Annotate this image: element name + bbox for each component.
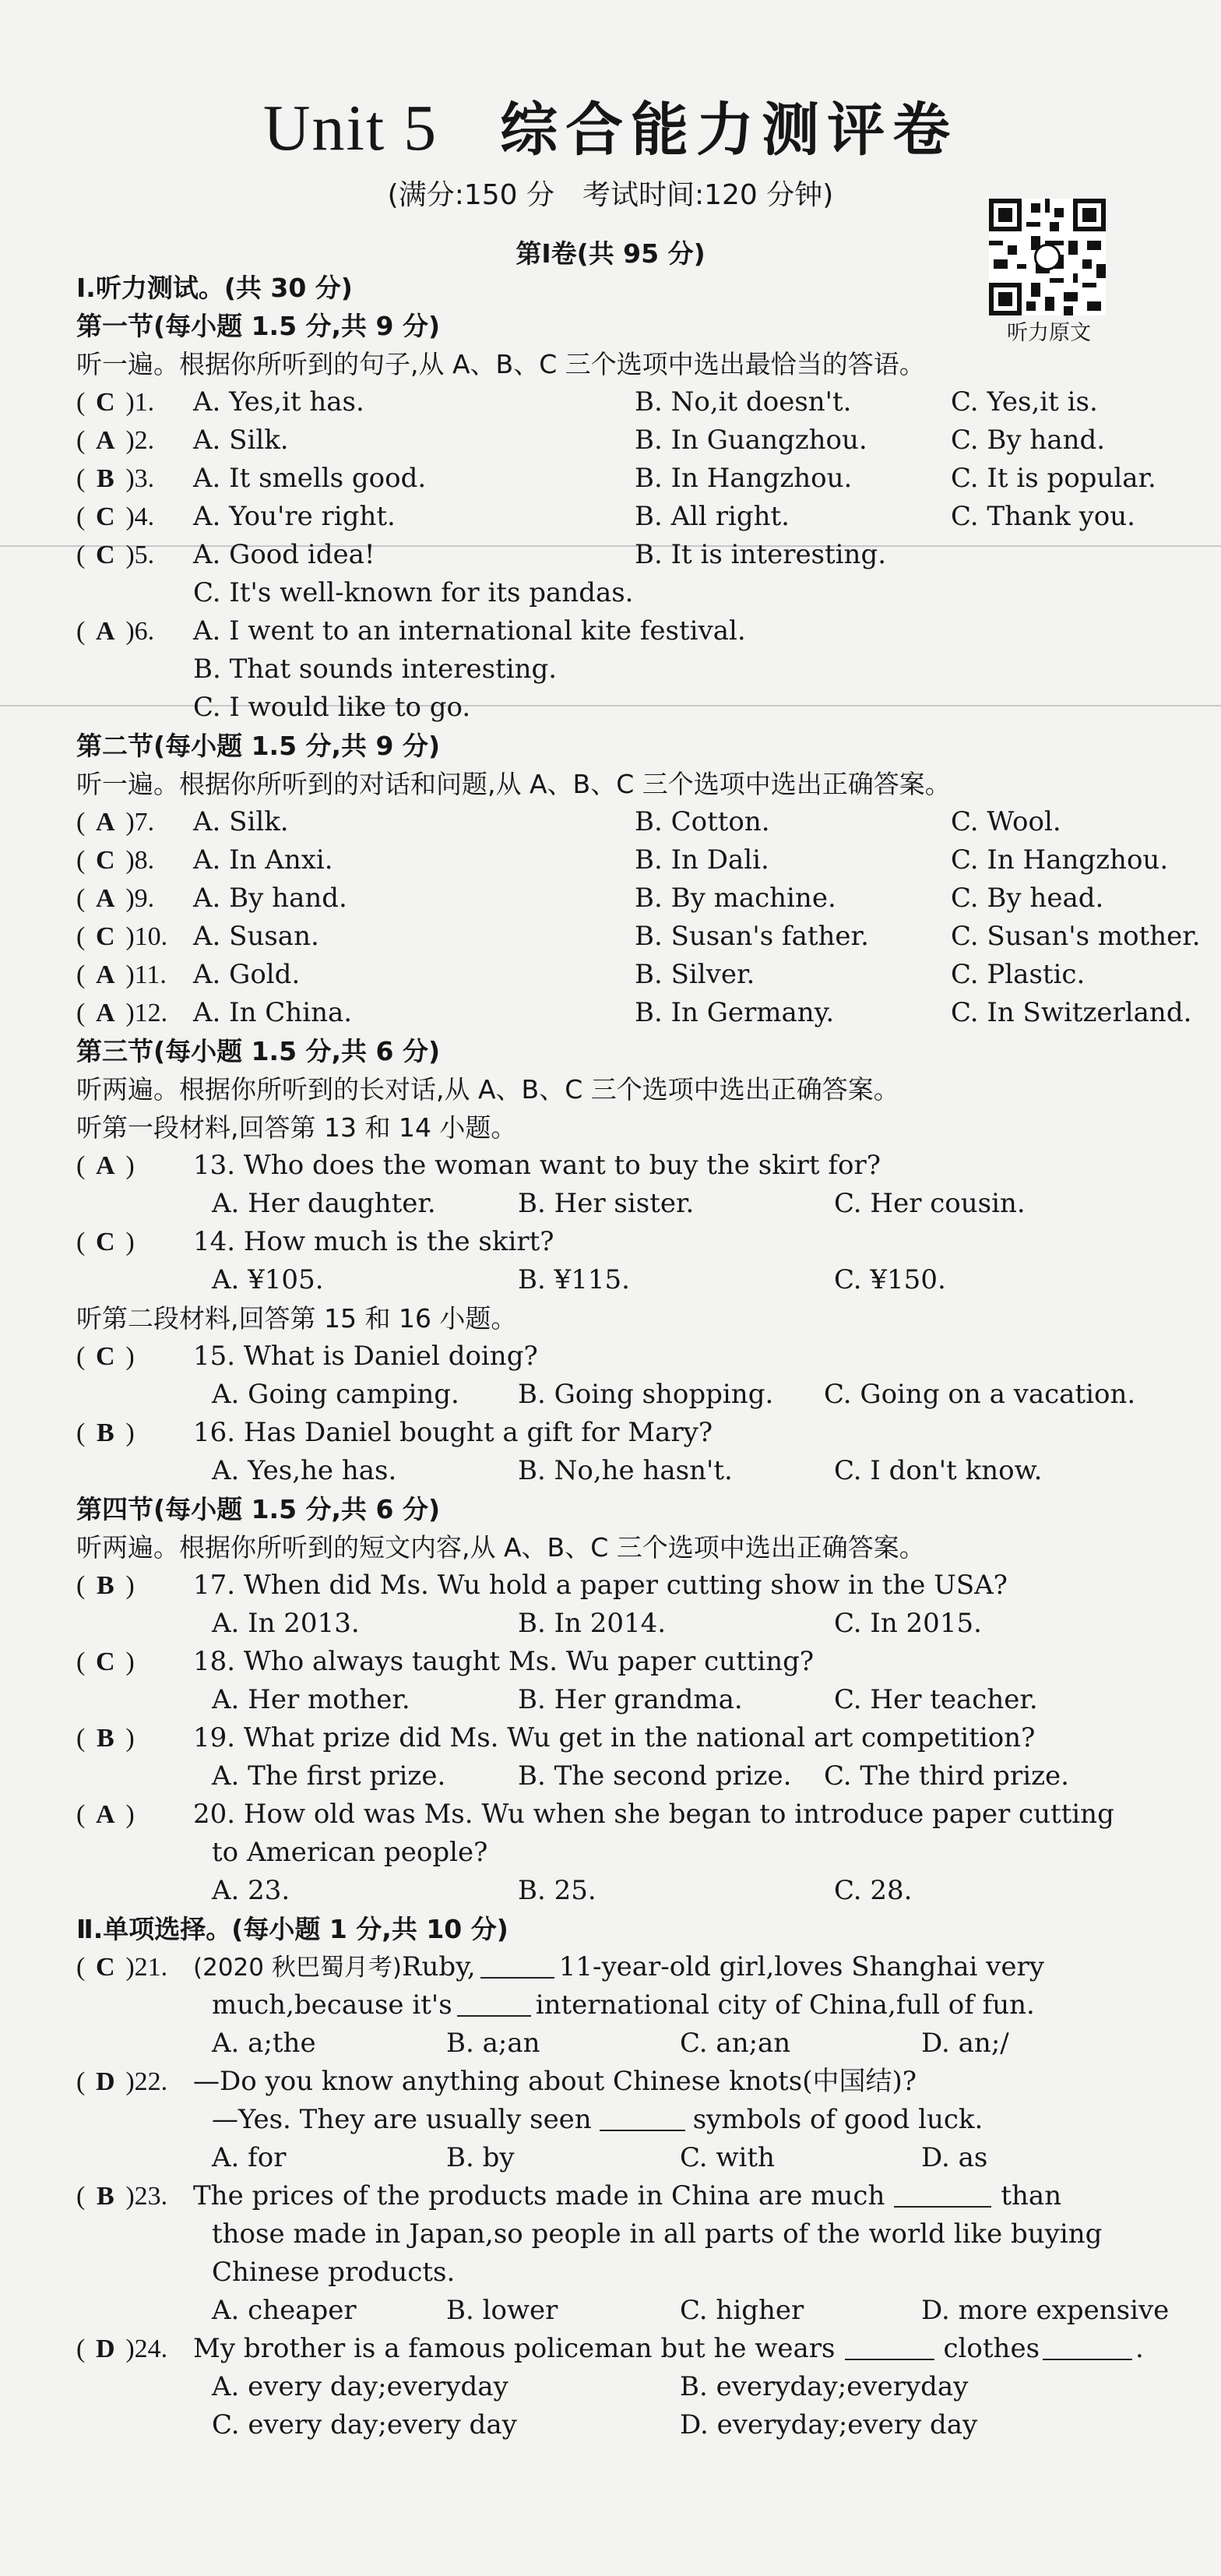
answer-blank[interactable] [600,2103,685,2131]
option-a[interactable]: A. It smells good. [193,463,427,494]
answer-slot[interactable]: ( C ) [76,1647,135,1676]
option-a[interactable]: A. I went to an international kite festival. [193,615,746,647]
part-title: 第Ⅰ卷(共 95 分) [515,238,706,269]
option-b[interactable]: B. Cotton. [635,806,770,837]
option-b[interactable]: B. a;an [446,2028,540,2059]
options-row [76,1605,1182,1643]
question-list [76,269,1201,2444]
option-c[interactable]: C. By hand. [951,425,1106,456]
option-c[interactable]: C. with [680,2142,775,2173]
material-note: 听第二段材料,回答第 15 和 16 小题。 [76,1303,517,1334]
option-b[interactable]: B. Her grandma. [518,1684,743,1715]
option-a[interactable]: A. In China. [193,997,353,1028]
option-b[interactable]: B. Her sister. [518,1188,695,1219]
question-row [76,498,1182,536]
option-d[interactable]: D. an;/ [921,2028,1009,2059]
option-a[interactable]: A. Silk. [193,806,289,837]
answer-slot[interactable]: ( A )6. [76,617,155,646]
option-b[interactable]: B. All right. [635,501,790,532]
option-b[interactable]: B. everyday;everyday [680,2371,969,2402]
question-row [76,841,1182,879]
qr-caption: 听力原文 [1007,321,1091,345]
options-row [76,1185,1182,1223]
option-c[interactable]: C. In 2015. [834,1608,982,1639]
option-c[interactable]: C. Her teacher. [834,1684,1038,1715]
option-a[interactable]: A. every day;everyday [212,2371,508,2402]
option-c[interactable]: C. ¥150. [834,1264,946,1295]
answer-slot[interactable]: ( C )21. [76,1953,168,1982]
question-row [76,460,1182,498]
answer-blank[interactable] [457,1989,531,2017]
option-b[interactable]: B. lower [446,2295,558,2326]
question-row [76,1948,1182,1986]
options-row [76,2025,1182,2063]
answer-slot[interactable]: ( D )24. [76,2335,168,2363]
section-heading: Ⅰ.听力测试。(共 30 分) [76,273,353,303]
option-b[interactable]: B. In 2014. [518,1608,667,1639]
unit-label: Unit 5 [262,92,438,164]
option-c[interactable]: C. Thank you. [951,501,1135,532]
answer-slot[interactable]: ( C )10. [76,922,168,951]
option-a[interactable]: A. By hand. [193,883,347,914]
subsection-heading: 第一节(每小题 1.5 分,共 9 分) [76,311,441,341]
option-c[interactable]: C. It is popular. [951,463,1156,494]
question-row [76,383,1182,421]
question-stem: 15. What is Daniel doing? [193,1341,538,1372]
option-c[interactable]: C. In Switzerland. [951,997,1192,1028]
answer-blank[interactable] [480,1951,554,1979]
option-c[interactable]: C. Her cousin. [834,1188,1026,1219]
question-stem: 20. How old was Ms. Wu when she began to introduce paper cutting [193,1799,1114,1830]
option-a[interactable]: A. 23. [212,1875,290,1906]
answer-slot[interactable]: ( C )8. [76,846,155,875]
options-row [76,1681,1182,1719]
option-c[interactable]: C. By head. [951,883,1104,914]
options-row [76,2292,1182,2330]
material-note: 听第一段材料,回答第 13 和 14 小题。 [76,1112,517,1143]
option-b[interactable]: B. No,it doesn't. [635,386,852,418]
answer-slot[interactable]: ( C )5. [76,541,155,569]
answer-slot[interactable]: ( C )4. [76,502,155,531]
question-row [76,1414,1182,1452]
question-stem: 14. How much is the skirt? [193,1226,554,1257]
page-title [0,84,1221,167]
answer-blank[interactable] [1043,2332,1132,2360]
question-stem-cont: Chinese products. [212,2257,456,2288]
option-b[interactable]: B. By machine. [635,883,836,914]
question-stem-cont: those made in Japan,so people in all parts of the world like buying [212,2218,1103,2250]
option-c[interactable]: C. an;an [680,2028,791,2059]
option-d[interactable]: D. as [921,2142,988,2173]
question-row [76,2330,1182,2368]
question-row [76,994,1192,1032]
question-stem: 17. When did Ms. Wu hold a paper cutting show in the USA? [193,1570,1008,1601]
question-row [76,1147,1182,1185]
answer-slot[interactable]: ( B ) [76,1724,135,1753]
option-b[interactable]: B. The second prize. [518,1760,792,1792]
option-b[interactable]: B. ¥115. [518,1264,630,1295]
question-row [76,1566,1182,1605]
option-a[interactable]: A. Good idea! [193,539,375,570]
options-row [76,1261,1182,1299]
instruction: 听两遍。根据你所听到的长对话,从 A、B、C 三个选项中选出正确答案。 [76,1074,899,1105]
answer-slot[interactable]: ( B )3. [76,464,155,493]
answer-slot[interactable]: ( C ) [76,1228,135,1256]
question-stem: 13. Who does the woman want to buy the skirt for? [193,1150,881,1181]
instruction: 听一遍。根据你所听到的句子,从 A、B、C 三个选项中选出最恰当的答语。 [76,349,925,379]
option-a[interactable]: A. Yes,he has. [212,1455,397,1486]
option-a[interactable]: A. Susan. [193,921,319,952]
answer-slot[interactable]: ( C ) [76,1342,135,1371]
question-stem: (2020 秋巴蜀月考)Ruby, 11-year-old girl,loves Shanghai very [193,1951,1044,1982]
option-c[interactable]: C. higher [680,2295,804,2326]
section-heading: Ⅱ.单项选择。(每小题 1 分,共 10 分) [76,1914,508,1944]
subsection-heading: 第三节(每小题 1.5 分,共 6 分) [76,1036,441,1066]
answer-slot[interactable]: ( A )2. [76,426,155,455]
option-d[interactable]: D. everyday;every day [680,2409,978,2440]
question-stem-cont: to American people? [212,1837,488,1868]
option-c[interactable]: C. Plastic. [951,959,1086,990]
option-a[interactable]: A. Gold. [193,959,301,990]
source-note: (2020 秋巴蜀月考) [193,1954,402,1982]
question-stem-cont: much,because it's international city of China,full of fun. [212,1989,1035,2021]
question-stem-cont: —Yes. They are usually seen symbols of good luck. [212,2104,983,2135]
option-c[interactable]: C. 28. [834,1875,913,1906]
instruction: 听两遍。根据你所听到的短文内容,从 A、B、C 三个选项中选出正确答案。 [76,1532,925,1563]
answer-blank[interactable] [845,2332,934,2360]
option-c[interactable]: C. It's well-known for its pandas. [193,577,634,608]
option-a[interactable]: A. Going camping. [212,1379,459,1410]
option-a[interactable]: A. In 2013. [212,1608,360,1639]
option-b[interactable]: B. No,he hasn't. [518,1455,733,1486]
title-zh: 综合能力测评卷 [500,97,959,164]
options-row [76,1757,1182,1795]
option-b[interactable]: B. Silver. [635,959,755,990]
option-b[interactable]: B. by [446,2142,515,2173]
option-a[interactable]: A. Her mother. [212,1684,410,1715]
option-b[interactable]: B. Susan's father. [635,921,869,952]
option-c[interactable]: C. I would like to go. [193,692,471,723]
question-row [76,1719,1182,1757]
answer-slot[interactable]: ( A ) [76,1800,135,1829]
question-stem: 19. What prize did Ms. Wu get in the national art competition? [193,1722,1036,1753]
question-stem: The prices of the products made in China are much than [193,2180,1062,2211]
option-b[interactable]: B. That sounds interesting. [193,654,558,685]
question-stem: —Do you know anything about Chinese knots(中国结)? [193,2066,917,2097]
question-row [76,918,1201,956]
option-c[interactable]: C. Yes,it is. [951,386,1098,418]
option-d[interactable]: D. more expensive [921,2295,1170,2326]
option-b[interactable]: B. In Hangzhou. [635,463,853,494]
option-a[interactable]: A. cheaper [212,2295,357,2326]
option-b[interactable]: B. In Guangzhou. [635,425,867,456]
option-c[interactable]: C. Going on a vacation. [824,1379,1136,1410]
question-row [76,803,1182,841]
question-stem: My brother is a famous policeman but he wears clothes . [193,2333,1144,2364]
answer-slot[interactable]: ( A )11. [76,960,167,989]
question-row [76,612,1182,650]
option-a[interactable]: A. ¥105. [212,1264,324,1295]
question-row [76,956,1182,994]
options-row [76,1452,1182,1490]
question-row [76,1643,1182,1681]
option-b[interactable]: B. It is interesting. [635,539,887,570]
option-a[interactable]: A. Silk. [193,425,289,456]
answer-slot[interactable]: ( A )9. [76,884,155,913]
question-row [76,1223,1182,1261]
option-a[interactable]: A. Her daughter. [212,1188,436,1219]
option-c[interactable]: C. I don't know. [834,1455,1043,1486]
question-row [76,1795,1182,1834]
option-a[interactable]: A. a;the [212,2028,316,2059]
option-a[interactable]: A. Yes,it has. [193,386,364,418]
option-b[interactable]: B. Going shopping. [518,1379,774,1410]
option-c[interactable]: C. Wool. [951,806,1061,837]
answer-slot[interactable]: ( D )22. [76,2067,168,2096]
question-row [76,2063,1182,2101]
subsection-heading: 第二节(每小题 1.5 分,共 9 分) [76,731,441,761]
question-row [76,879,1182,918]
options-row [76,2406,1182,2444]
question-row [76,1337,1182,1376]
option-b[interactable]: B. In Germany. [635,997,835,1028]
option-c[interactable]: C. every day;every day [212,2409,517,2440]
question-row [76,421,1182,460]
answer-slot[interactable]: ( C )1. [76,388,155,417]
option-c[interactable]: C. In Hangzhou. [951,844,1169,876]
answer-slot[interactable]: ( A ) [76,1151,135,1180]
answer-slot[interactable]: ( A )7. [76,808,155,837]
answer-slot[interactable]: ( B ) [76,1571,135,1600]
question-stem: 18. Who always taught Ms. Wu paper cutting? [193,1646,815,1677]
option-a[interactable]: A. for [212,2142,287,2173]
option-a[interactable]: A. You're right. [193,501,396,532]
question-row [76,536,1182,574]
instruction: 听一遍。根据你所听到的对话和问题,从 A、B、C 三个选项中选出正确答案。 [76,769,951,799]
answer-blank[interactable] [894,2180,991,2208]
answer-slot[interactable]: ( A )12. [76,999,168,1027]
options-row [76,2368,1182,2406]
options-row [76,2139,1182,2177]
option-c[interactable]: C. The third prize. [824,1760,1069,1792]
subsection-heading: 第四节(每小题 1.5 分,共 6 分) [76,1494,441,1524]
option-b[interactable]: B. 25. [518,1875,596,1906]
answer-slot[interactable]: ( B ) [76,1418,135,1447]
options-row [76,1872,1182,1910]
option-c[interactable]: C. Susan's mother. [951,921,1201,952]
exam-info: (满分:150 分 考试时间:120 分钟) [387,179,834,211]
question-stem: 16. Has Daniel bought a gift for Mary? [193,1417,713,1448]
options-row [76,1376,1182,1414]
option-a[interactable]: A. In Anxi. [193,844,333,876]
option-a[interactable]: A. The first prize. [212,1760,446,1792]
option-b[interactable]: B. In Dali. [635,844,769,876]
question-row [76,2177,1182,2215]
answer-slot[interactable]: ( B )23. [76,2182,168,2211]
